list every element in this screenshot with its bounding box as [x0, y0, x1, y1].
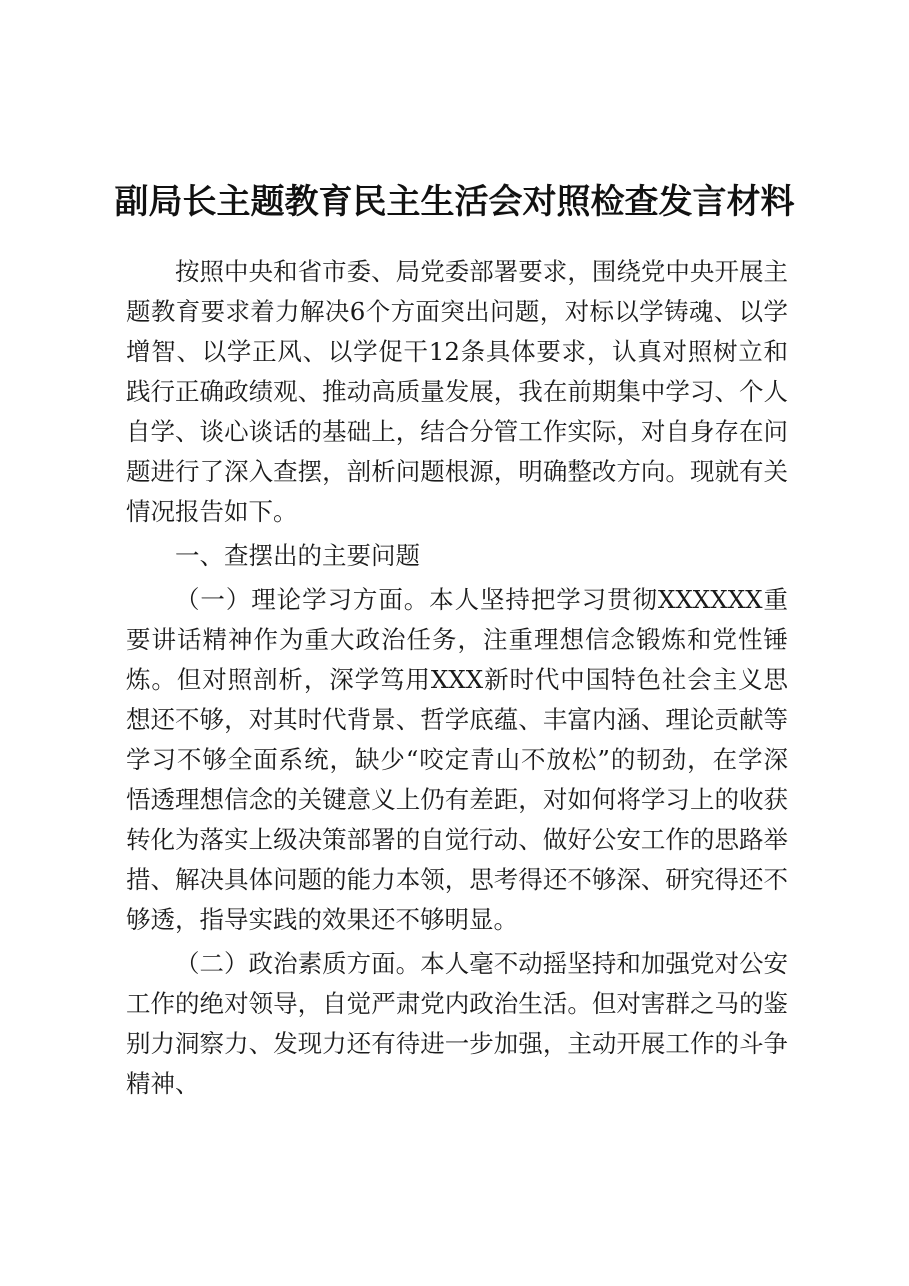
intro-paragraph: 按照中央和省市委、局党委部署要求，围绕党中央开展主题教育要求着力解决6个方面突出问题，对标以学铸魂、以学增智、以学正风、以学促干12条具体要求，认真对照树立和践行正确政绩观、推动高质量发展，我在前期集中学习、个人自学、谈心谈话的基础上，结合分管工作实际，对自身存在问题进行了深入查摆，剖析问题根源，明确整改方向。现就有关情况报告如下。 [126, 257, 788, 526]
document-body [126, 252, 788, 1108]
theory-study-paragraph: （一）理论学习方面。本人坚持把学习贯彻XXXXXX重要讲话精神作为重大政治任务，注重理想信念锻炼和党性锤炼。但对照剖析，深学笃用XXX新时代中国特色社会主义思想还不够，对其时代背景、哲学底蕴、丰富内涵、理论贡献等学习不够全面系统，缺少“咬定青山不放松”的韧劲，在学深悟透理想信念的关键意义上仍有差距，对如何将学习上的收获转化为落实上级决策部署的自觉行动、做好公安工作的思路举措、解决具体问题的能力本领，思考得还不够深、研究得还不够透，指导实践的效果还不够明显。 [126, 585, 788, 934]
section-heading: 一、查摆出的主要问题 [175, 541, 420, 570]
political-quality-paragraph: （二）政治素质方面。本人毫不动摇坚持和加强党对公安工作的绝对领导，自觉严肃党内政治生活。但对害群之马的鉴别力洞察力、发现力还有待进一步加强，主动开展工作的斗争精神、 [126, 949, 788, 1098]
document-title: 副局长主题教育民主生活会对照检查发言材料 [114, 182, 795, 222]
